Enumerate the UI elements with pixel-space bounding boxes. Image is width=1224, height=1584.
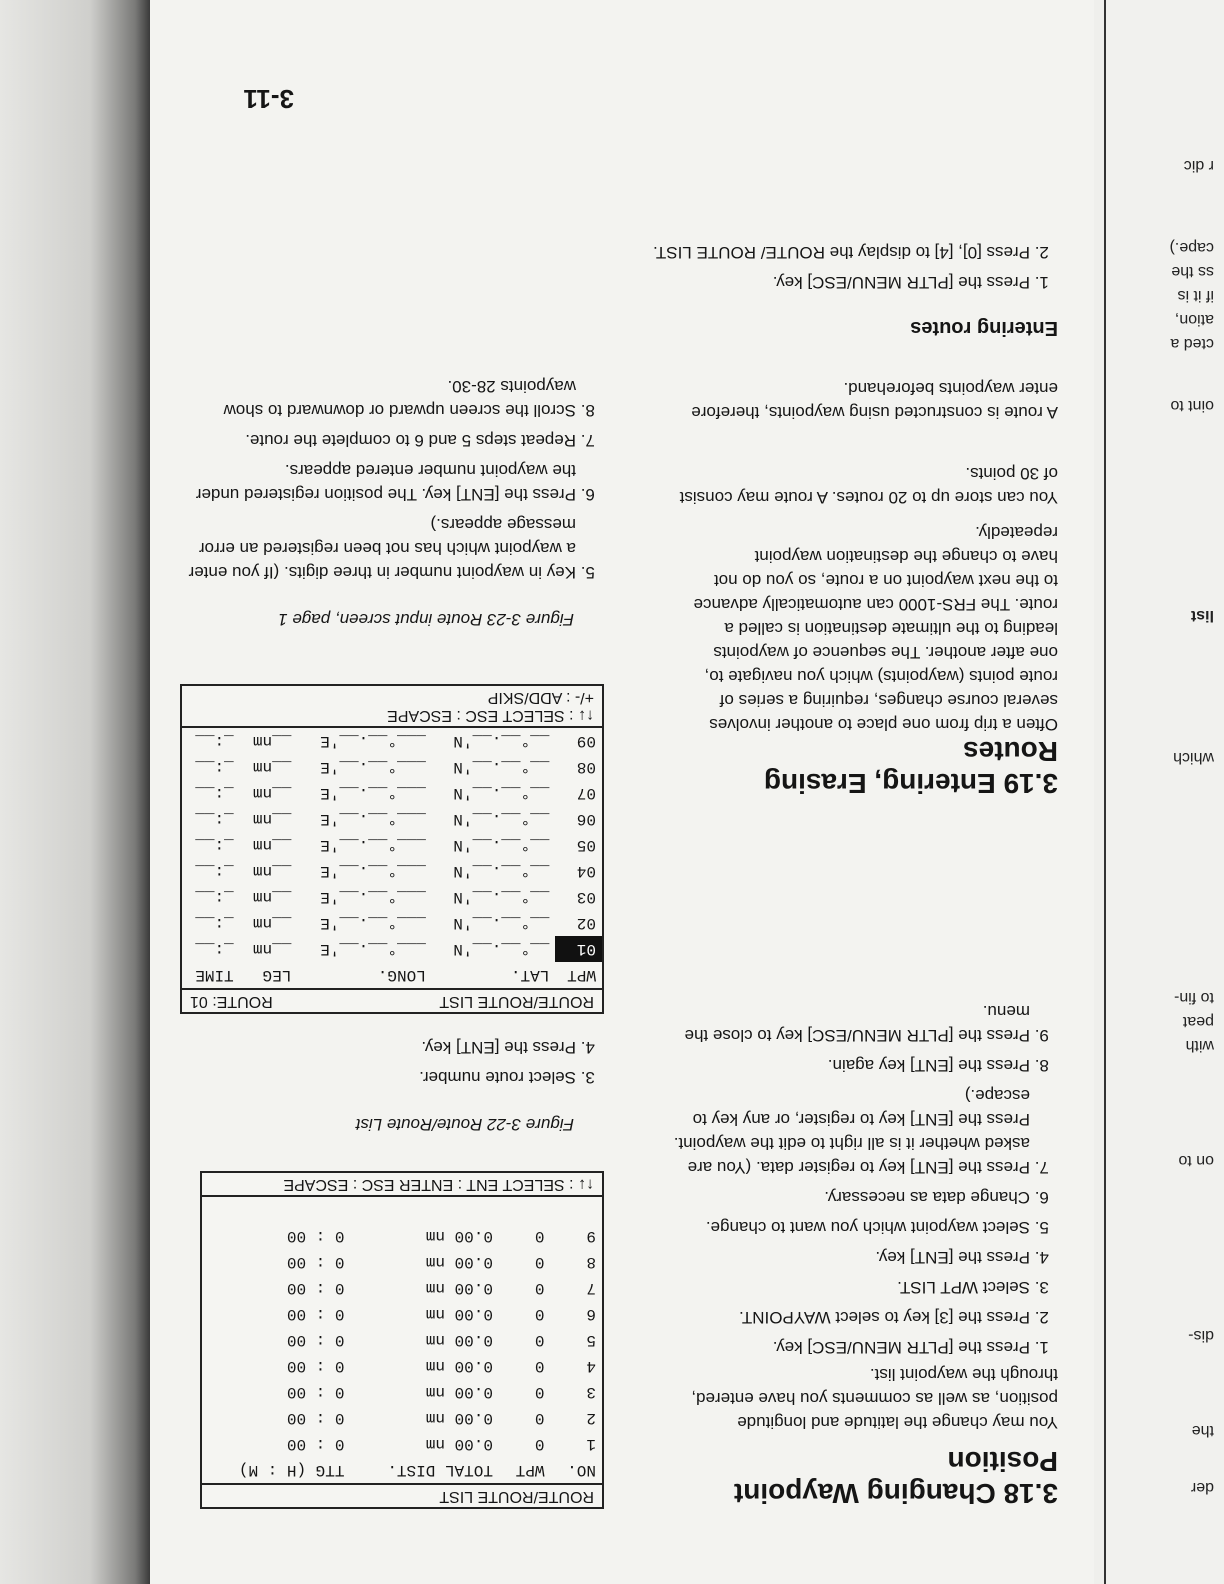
edge-fragment: ation, <box>1174 311 1214 328</box>
waypoint-number-cell: 09 <box>576 732 596 750</box>
edge-fragment: which <box>1173 749 1214 766</box>
table-cell: 0 : 00 <box>286 1227 345 1245</box>
table-row <box>182 832 602 858</box>
route-steps-continued <box>186 1029 604 1089</box>
section-318-title: 3.18 Changing Waypoint Position <box>733 1446 1058 1509</box>
table-cell: 0 : 00 <box>286 1331 345 1349</box>
table-row <box>202 1223 602 1249</box>
table-cell: 0.00 nm <box>425 1357 493 1375</box>
waypoint-number-cell: 04 <box>576 862 596 880</box>
table-row <box>202 1327 602 1353</box>
manual-page <box>119 0 1094 1584</box>
figure-322-caption: Figure 3-22 Route/Route List <box>355 1115 574 1134</box>
table-row <box>182 884 602 910</box>
table-cell: ___°__.__'E <box>320 914 426 932</box>
table-cell: 0 <box>534 1227 545 1245</box>
screen-title: ROUTE/ROUTE LIST <box>202 1483 602 1507</box>
column-header: WPT <box>567 966 596 984</box>
table-cell: __°__.__'N <box>453 810 550 828</box>
table-row <box>202 1275 602 1301</box>
table-cell: 0.00 nm <box>425 1279 493 1297</box>
step: 2. Press [0], [4] to display the ROUTE/ ROUTE LIST. <box>650 240 1030 264</box>
table-cell: 9 <box>586 1227 596 1245</box>
table-cell: 0.00 nm <box>425 1383 493 1401</box>
table-cell: ___°__.__'E <box>320 940 426 958</box>
table-cell: ___°__.__'E <box>320 888 426 906</box>
table-cell: 0.00 nm <box>425 1253 493 1271</box>
table-cell: __nm <box>252 914 292 932</box>
table-cell: _:__ <box>195 862 234 880</box>
table-cell: 0 : 00 <box>286 1253 345 1271</box>
step: 4. Press the [ENT] key. <box>186 1035 576 1059</box>
column-header: TIME <box>195 966 234 984</box>
step: 6. Change data as necessary. <box>650 1185 1030 1209</box>
step: 3. Select route number. <box>186 1065 576 1089</box>
section-319-para2: You can store up to 20 routes. A route may consist of 30 points. <box>679 464 1058 507</box>
screen-footer <box>182 686 602 728</box>
edge-fragment: on to <box>1178 1152 1214 1169</box>
table-cell: 3 <box>586 1383 596 1401</box>
table-cell: 0 : 00 <box>286 1409 345 1427</box>
edge-fragment: r dic <box>1183 157 1214 174</box>
section-319-para1: Often a trip from one place to another involves several course changes, requiring a series of route points (waypoints) which you navigate to, one after another. The sequence of waypoints leading to the ultimate destination is called a route. The FRS-1000 can automatically advance to the next waypoint on a route, so you do not have to change the destination waypoint repeatedly. <box>693 523 1058 734</box>
table-row <box>182 910 602 936</box>
table-cell: ___°__.__'E <box>320 732 426 750</box>
table-cell: 0 : 00 <box>286 1383 345 1401</box>
table-cell: __°__.__'N <box>453 758 550 776</box>
edge-fragment: the <box>1191 1422 1214 1439</box>
table-cell: _:__ <box>195 914 234 932</box>
table-cell: __nm <box>252 836 292 854</box>
column-header: TOTAL DIST. <box>387 1461 493 1479</box>
column-header: NO. <box>567 1461 596 1479</box>
table-cell: 7 <box>586 1279 596 1297</box>
table-cell: __°__.__'N <box>453 784 550 802</box>
waypoint-number-cell: 02 <box>576 914 596 932</box>
table-cell: __nm <box>252 732 292 750</box>
table-cell: _:__ <box>195 732 234 750</box>
table-row <box>182 806 602 832</box>
table-row <box>182 858 602 884</box>
table-cell: 0.00 nm <box>425 1331 493 1349</box>
section-319-para3: A route is constructed using waypoints, therefore enter waypoints beforehand. <box>691 379 1058 422</box>
table-cell: 0 <box>534 1253 545 1271</box>
step: 1. Press the [PLTR MENU/ESC] key. <box>650 1335 1030 1359</box>
step: 1. Press the [PLTR MENU/ESC] key. <box>650 270 1030 294</box>
table-cell: __°__.__'N <box>453 862 550 880</box>
table-cell: __nm <box>252 758 292 776</box>
table-cell: 0 : 00 <box>286 1357 345 1375</box>
section-319-title: 3.19 Entering, Erasing Routes <box>763 736 1058 799</box>
table-cell: 0.00 nm <box>425 1305 493 1323</box>
table-cell: 0 <box>534 1409 545 1427</box>
input-rows <box>182 728 602 962</box>
step: 6. Press the [ENT] key. The position registered under the waypoint number entered appears. <box>186 458 576 506</box>
step: 7. Repeat steps 5 and 6 to complete the route. <box>186 428 576 452</box>
section-318-steps <box>650 993 1058 1359</box>
binding-gutter <box>0 0 150 1584</box>
table-cell: 0 : 00 <box>286 1435 345 1453</box>
table-cell: ___°__.__'E <box>320 784 426 802</box>
table-cell: 1 <box>586 1435 596 1453</box>
waypoint-number-cell: 07 <box>576 784 596 802</box>
table-cell: __°__.__'N <box>453 732 550 750</box>
table-cell: __nm <box>252 940 292 958</box>
figure-323-caption: Figure 3-23 Route input screen, page 1 <box>278 610 574 629</box>
step: 7. Press the [ENT] key to register data. (You are asked whether it is all right to edit the waypoint. Press the [ENT] key to register, or any key to escape.) <box>650 1083 1030 1179</box>
step: 2. Press the [3] key to select WAYPOINT. <box>650 1305 1030 1329</box>
table-cell: 0.00 nm <box>425 1435 493 1453</box>
edge-fragment: with <box>1185 1037 1214 1054</box>
table-cell: 8 <box>586 1253 596 1271</box>
step: 5. Select waypoint which you want to change. <box>650 1215 1030 1239</box>
table-cell: 0 <box>534 1279 545 1297</box>
table-row <box>182 754 602 780</box>
table-cell: 0 <box>534 1383 545 1401</box>
table-cell: 0.00 nm <box>425 1227 493 1245</box>
table-row <box>182 780 602 806</box>
edge-fragment: ss the <box>1171 263 1214 280</box>
entering-routes-steps <box>650 234 1058 294</box>
waypoint-number-cell: 03 <box>576 888 596 906</box>
edge-fragment: peat <box>1182 1013 1214 1030</box>
step: 9. Press the [PLTR MENU/ESC] key to close the menu. <box>650 999 1030 1047</box>
step: 5. Key in waypoint number in three digits. (If you enter a waypoint which has not been registered an error message appears.) <box>186 512 576 584</box>
waypoint-number-cell: 01 <box>555 936 602 962</box>
column-header: LAT. <box>510 966 550 984</box>
step: 3. Select WPT LIST. <box>650 1275 1030 1299</box>
table-row <box>202 1301 602 1327</box>
table-cell: 0 <box>534 1357 545 1375</box>
page-number: 3-11 <box>243 84 294 114</box>
table-row <box>202 1431 602 1457</box>
section-318-intro: You may change the latitude and longitude position, as well as comments you have entered, through the waypoint list. <box>691 1365 1058 1432</box>
edge-fragment: if it is <box>1177 287 1214 304</box>
table-cell: __°__.__'N <box>453 836 550 854</box>
screen-title-bar <box>182 988 602 1012</box>
table-cell: ___°__.__'E <box>320 862 426 880</box>
table-cell: 0 <box>534 1331 545 1349</box>
step: 4. Press the [ENT] key. <box>650 1245 1030 1269</box>
edge-fragment: cape.) <box>1169 239 1214 256</box>
waypoint-number-cell: 05 <box>576 836 596 854</box>
edge-fragment: list <box>1190 607 1214 624</box>
table-cell: 2 <box>586 1409 596 1427</box>
table-cell: __°__.__'N <box>453 940 550 958</box>
route-number-label: ROUTE: 01 <box>190 993 273 1010</box>
table-cell: 0 <box>534 1435 545 1453</box>
edge-fragment: oint to <box>1170 397 1214 414</box>
table-cell: 0 : 00 <box>286 1279 345 1297</box>
waypoint-number-cell: 06 <box>576 810 596 828</box>
table-cell: ___°__.__'E <box>320 758 426 776</box>
table-cell: _:__ <box>195 758 234 776</box>
adjacent-page-edge <box>1104 0 1224 1584</box>
route-rows <box>202 1223 602 1457</box>
table-cell: 0 : 00 <box>286 1305 345 1323</box>
table-row <box>182 936 602 962</box>
column-header: LEG <box>262 966 292 984</box>
table-cell: _:__ <box>195 784 234 802</box>
table-row <box>202 1249 602 1275</box>
column-header: LONG. <box>377 966 426 984</box>
table-cell: 6 <box>586 1305 596 1323</box>
entering-routes-heading: Entering routes <box>910 317 1058 339</box>
table-row <box>202 1379 602 1405</box>
table-cell: _:__ <box>195 888 234 906</box>
column-header: TTG (H : M) <box>238 1461 345 1479</box>
edge-fragment: der <box>1190 1479 1214 1496</box>
table-cell: __nm <box>252 784 292 802</box>
edge-fragment: to fin- <box>1173 989 1214 1006</box>
table-cell: __°__.__'N <box>453 888 550 906</box>
table-cell: 5 <box>586 1331 596 1349</box>
table-cell: __nm <box>252 810 292 828</box>
table-row <box>202 1353 602 1379</box>
screen-footer: ↑↓ : SELECT ENT : ENTER ESC : ESCAPE <box>202 1173 602 1197</box>
table-cell: __°__.__'N <box>453 914 550 932</box>
edge-fragment: cted a <box>1170 335 1214 352</box>
table-row <box>202 1405 602 1431</box>
table-cell: ___°__.__'E <box>320 810 426 828</box>
table-cell: _:__ <box>195 940 234 958</box>
table-cell: __nm <box>252 888 292 906</box>
table-cell: ___°__.__'E <box>320 836 426 854</box>
column-header: WPT <box>515 1461 545 1479</box>
route-list-screen <box>200 1171 604 1509</box>
route-input-screen <box>180 684 604 1014</box>
step: 8. Press the [ENT] key again. <box>650 1053 1030 1077</box>
table-cell: 4 <box>586 1357 596 1375</box>
route-input-table <box>182 728 602 988</box>
waypoint-number-cell: 08 <box>576 758 596 776</box>
route-steps-continued <box>186 368 604 584</box>
table-cell: _:__ <box>195 810 234 828</box>
step: 8. Scroll the screen upward or downward to show waypoints 28-30. <box>186 374 576 422</box>
table-cell: __nm <box>252 862 292 880</box>
screen-title: ROUTE/ROUTE LIST <box>439 993 594 1010</box>
footer-line: +/- : ADD/SKIP <box>487 689 594 706</box>
route-list-table <box>202 1223 602 1483</box>
table-row <box>182 728 602 754</box>
edge-fragment: dis- <box>1188 1327 1214 1344</box>
table-cell: 0 <box>534 1305 545 1323</box>
table-cell: 0.00 nm <box>425 1409 493 1427</box>
footer-line: ↑↓ : SELECT ESC : ESCAPE <box>387 707 594 724</box>
table-cell: _:__ <box>195 836 234 854</box>
